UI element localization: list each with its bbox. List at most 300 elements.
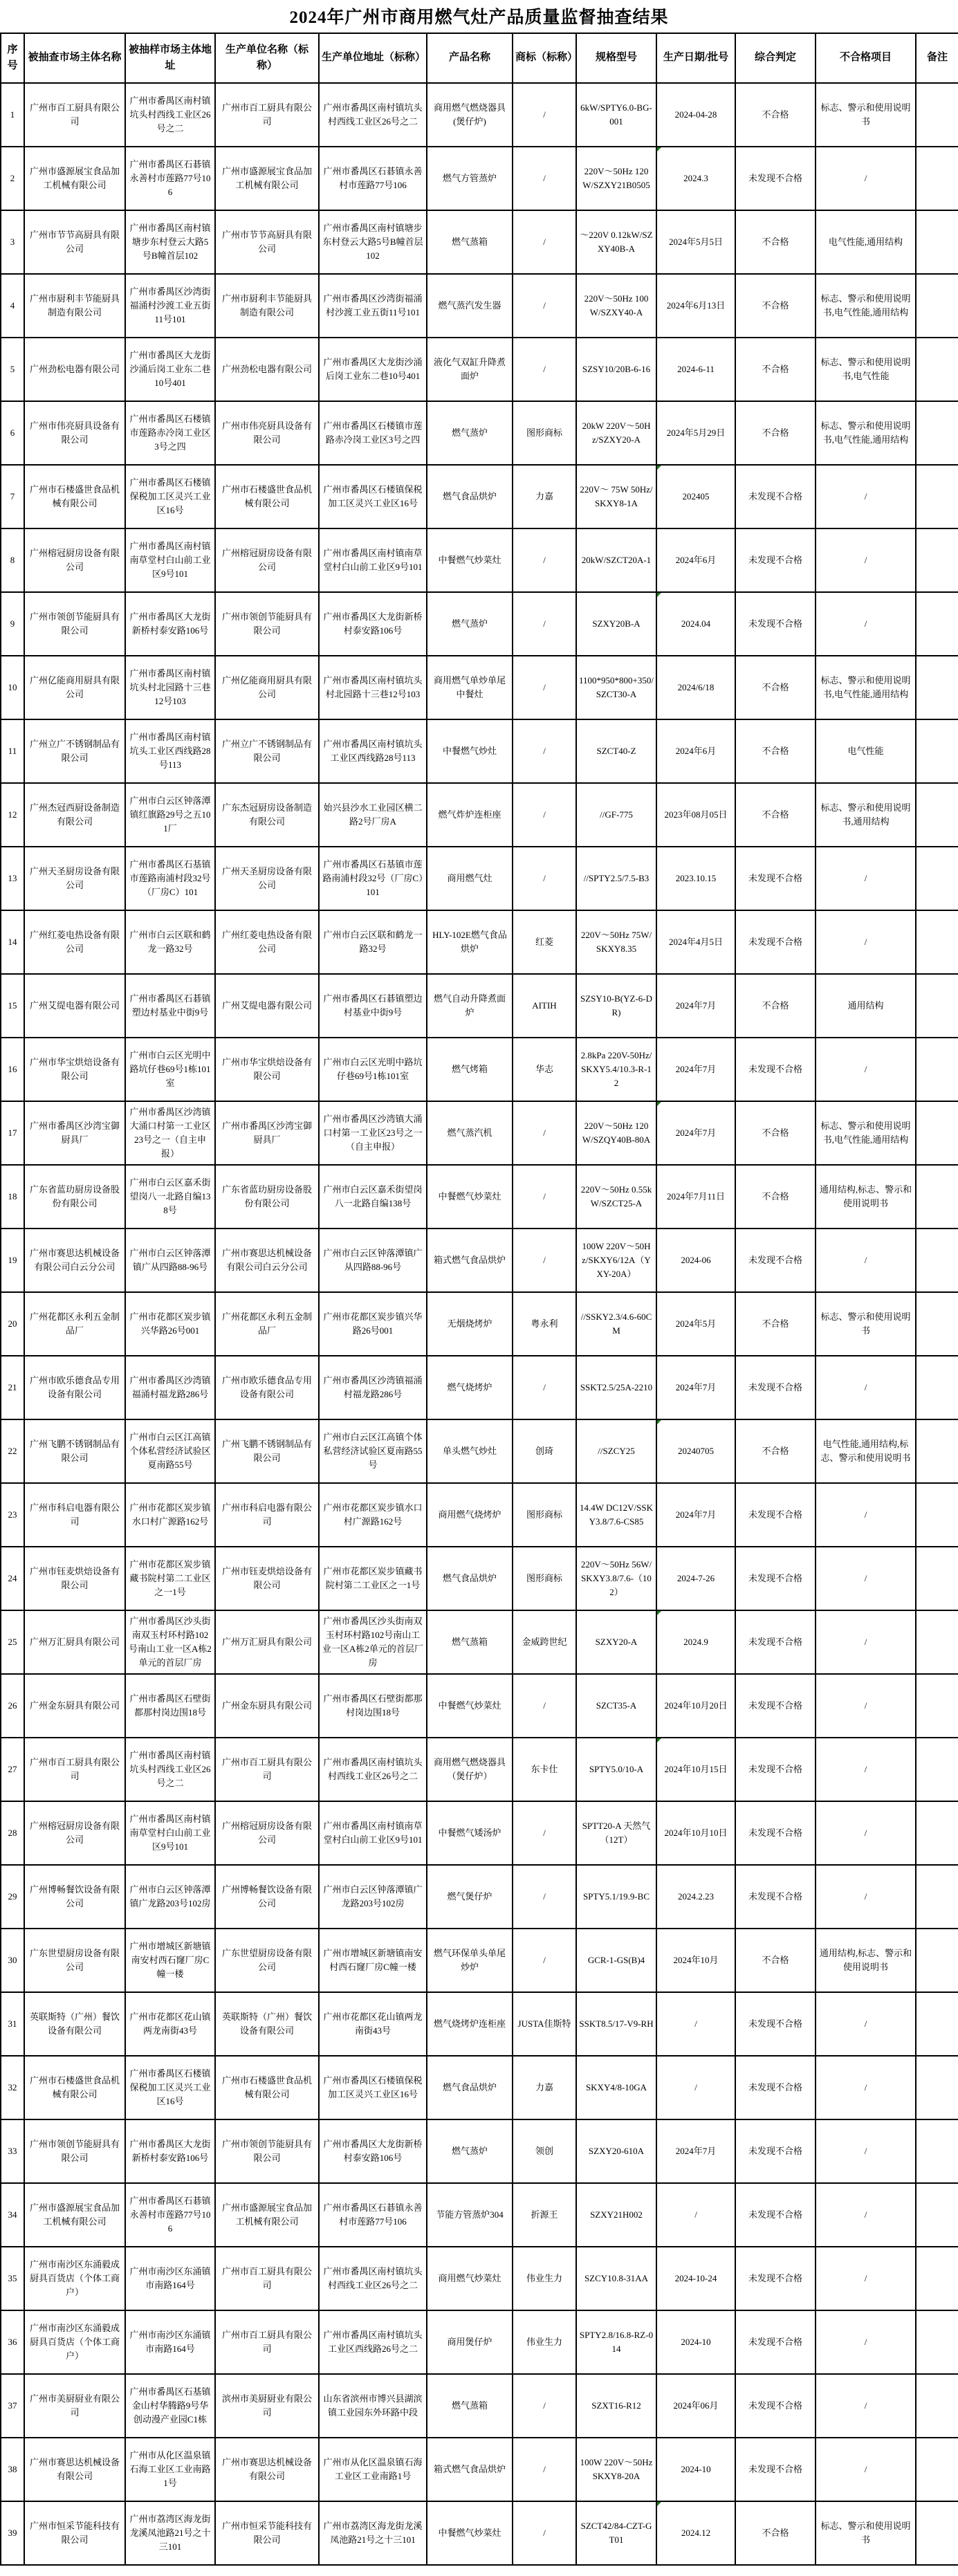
cell: / (513, 147, 576, 210)
cell: 广州市花都区炭步镇水口村广源路162号 (319, 1483, 427, 1547)
cell: 广州艾缇电器有限公司 (24, 974, 125, 1038)
cell: / (816, 1610, 916, 1674)
cell: SZXY20-A (576, 1610, 656, 1674)
cell: 广州市欧乐德食品专用设备有限公司 (24, 1356, 125, 1419)
table-row (1, 1929, 958, 1992)
cell: / (513, 1801, 576, 1865)
cell (916, 1483, 958, 1547)
cell (916, 1674, 958, 1738)
cell: 220V～50Hz 120W/SZQY40B-80A (576, 1101, 656, 1165)
cell: 37 (1, 2374, 24, 2438)
cell: 未发现不合格 (735, 1738, 816, 1801)
cell: 2024年10月20日 (656, 1674, 735, 1738)
cell: 17 (1, 1101, 24, 1165)
cell: SZCT42/84-CZT-GT01 (576, 2501, 656, 2565)
column-header: 商标（标称） (513, 33, 576, 83)
cell: / (816, 592, 916, 656)
cell: 华志 (513, 1038, 576, 1101)
cell: 广州万汇厨具有限公司 (24, 1610, 125, 1674)
cell: SPTY5.0/10-A (576, 1738, 656, 1801)
cell: 广州市伟亮厨具设备有限公司 (215, 401, 319, 465)
cell: / (513, 1165, 576, 1229)
cell: 广州市番禺区南村镇南草堂村白山前工业区9号101 (125, 528, 215, 592)
column-header: 综合判定 (735, 33, 816, 83)
cell: 折源王 (513, 2183, 576, 2247)
cell: 燃气食品烘炉 (427, 1547, 513, 1610)
cell (916, 2374, 958, 2438)
cell: 广州市番禺区石壁街都那村岗边围18号 (125, 1674, 215, 1738)
cell: 箱式燃气食品烘炉 (427, 2438, 513, 2501)
table-row (1, 1610, 958, 1674)
cell: 不合格 (735, 2501, 816, 2565)
cell (916, 274, 958, 338)
cell: 广州市番禺区沙湾镇福涌村福龙路286号 (125, 1356, 215, 1419)
cell: / (816, 147, 916, 210)
cell: 2024年5月 (656, 1292, 735, 1356)
cell (916, 1929, 958, 1992)
cell: 商用燃气炒菜灶 (427, 2247, 513, 2310)
cell: 不合格 (735, 1292, 816, 1356)
table-row (1, 592, 958, 656)
cell: 广州市白云区江高镇个体私营经济试验区夏南路55号 (319, 1419, 427, 1483)
cell: 广州市番禺区石碁镇永善村市莲路77号106 (319, 2183, 427, 2247)
cell: 23 (1, 1483, 24, 1547)
inspection-results-table (0, 33, 958, 2566)
cell: 39 (1, 2501, 24, 2565)
cell: 广州劲松电器有限公司 (215, 338, 319, 401)
cell: 广州市花都区炭步镇藏书院村第二工业区之一1号 (319, 1547, 427, 1610)
cell: 35 (1, 2247, 24, 2310)
cell: 广州榕冠厨房设备有限公司 (24, 1801, 125, 1865)
cell: / (816, 528, 916, 592)
cell: 31 (1, 1992, 24, 2056)
cell (916, 1801, 958, 1865)
cell: 不合格 (735, 83, 816, 147)
cell: 2024年10月 (656, 1929, 735, 1992)
table-row (1, 83, 958, 147)
cell: 广州市番禺区南村镇坑头村西线工业区26号之二 (125, 83, 215, 147)
cell: 广州市番禺区大龙街新桥村泰安路106号 (319, 2119, 427, 2183)
cell: 29 (1, 1865, 24, 1929)
cell: 广州市白云区联和鹤龙一路32号 (319, 910, 427, 974)
cell: 广州市花都区炭步镇兴华路26号001 (125, 1292, 215, 1356)
table-row (1, 1101, 958, 1165)
cell: 广州市领创节能厨具有限公司 (215, 2119, 319, 2183)
cell (916, 83, 958, 147)
cell: 2024-7-26 (656, 1547, 735, 1610)
cell: 2024-06 (656, 1229, 735, 1292)
cell: 广州市盛源展宝食品加工机械有限公司 (215, 2183, 319, 2247)
cell: 未发现不合格 (735, 2310, 816, 2374)
cell: 广东世望厨房设备有限公司 (24, 1929, 125, 1992)
cell: / (816, 2183, 916, 2247)
cell: / (816, 847, 916, 910)
cell: 220V～50Hz 0.55kW/SZCT25-A (576, 1165, 656, 1229)
cell: / (513, 783, 576, 847)
cell: //SSKY2.3/4.6-60CM (576, 1292, 656, 1356)
cell: / (513, 1674, 576, 1738)
cell: 未发现不合格 (735, 910, 816, 974)
cell: 英联斯特（广州）餐饮设备有限公司 (215, 1992, 319, 2056)
cell: 未发现不合格 (735, 1038, 816, 1101)
cell: 广州市赛思达机械设备有限公司白云分公司 (24, 1229, 125, 1292)
cell: 2024.9 (656, 1610, 735, 1674)
cell: 广州市白云区光明中路坑仔巷69号1栋101室 (125, 1038, 215, 1101)
cell: 广州市番禺区石楼镇市莲路赤冷岗工业区3号之四 (125, 401, 215, 465)
cell: 广州市科启电器有限公司 (24, 1483, 125, 1547)
cell: 28 (1, 1801, 24, 1865)
cell: / (816, 1738, 916, 1801)
cell (916, 910, 958, 974)
table-row (1, 974, 958, 1038)
cell: 力嘉 (513, 2056, 576, 2119)
cell: 16 (1, 1038, 24, 1101)
cell: 广州市番禺区大龙街沙涌后岗工业东二巷10号401 (319, 338, 427, 401)
cell: 商用煲仔炉 (427, 2310, 513, 2374)
cell: / (656, 1992, 735, 2056)
cell: SKXY4/8-10GA (576, 2056, 656, 2119)
cell: 燃气蒸炉 (427, 401, 513, 465)
cell: 广州榕冠厨房设备有限公司 (215, 528, 319, 592)
cell: 未发现不合格 (735, 592, 816, 656)
cell: 广州市节节高厨具有限公司 (215, 210, 319, 274)
cell: 广州市伟亮厨具设备有限公司 (24, 401, 125, 465)
cell: 广州市科启电器有限公司 (215, 1483, 319, 1547)
cell: / (816, 2247, 916, 2310)
cell: 2024年6月 (656, 528, 735, 592)
cell (916, 2119, 958, 2183)
cell: 广州市番禺区南村镇塘步东村登云大路5号B幢首层102 (319, 210, 427, 274)
cell (916, 2247, 958, 2310)
cell: / (513, 210, 576, 274)
cell (916, 401, 958, 465)
cell: 7 (1, 465, 24, 528)
cell: 广州市番禺区石楼镇保税加工区灵兴工业区16号 (125, 2056, 215, 2119)
cell: 广州市南沙区东涌毅成厨具百货店（个体工商户） (24, 2310, 125, 2374)
cell: / (816, 1992, 916, 2056)
cell: 英联斯特（广州）餐饮设备有限公司 (24, 1992, 125, 2056)
cell: 广州市番禺区南村镇南草堂村白山前工业区9号101 (125, 1801, 215, 1865)
cell (916, 1547, 958, 1610)
cell (916, 656, 958, 719)
cell: 广州市欧乐德食品专用设备有限公司 (215, 1356, 319, 1419)
cell: 33 (1, 2119, 24, 2183)
column-header: 规格型号 (576, 33, 656, 83)
cell: 广州杰冠西厨设备制造有限公司 (24, 783, 125, 847)
cell: 广州红菱电热设备有限公司 (215, 910, 319, 974)
cell: SPTY5.1/19.9-BC (576, 1865, 656, 1929)
cell: 2024年06月 (656, 2374, 735, 2438)
cell (916, 2438, 958, 2501)
cell: 广州市白云区嘉禾街望岗八一北路自编138号 (125, 1165, 215, 1229)
cell: 箱式燃气食品烘炉 (427, 1229, 513, 1292)
cell: 1100*950*800+350/SZCT30-A (576, 656, 656, 719)
cell: / (816, 465, 916, 528)
cell: //GF-775 (576, 783, 656, 847)
cell: 广州市番禺区沙湾街福涌村沙渡工业五街11号101 (319, 274, 427, 338)
cell: 11 (1, 719, 24, 783)
cell: SZXT16-R12 (576, 2374, 656, 2438)
cell: 燃气蒸箱 (427, 1610, 513, 1674)
cell: 32 (1, 2056, 24, 2119)
cell: 220V～ 75W 50Hz/SKXY8-1A (576, 465, 656, 528)
cell: 广州红菱电热设备有限公司 (24, 910, 125, 974)
cell: 广州市赛思达机械设备有限公司 (24, 2438, 125, 2501)
cell (916, 1229, 958, 1292)
cell: / (816, 2310, 916, 2374)
cell: 未发现不合格 (735, 528, 816, 592)
cell: 未发现不合格 (735, 147, 816, 210)
cell: 20 (1, 1292, 24, 1356)
cell: 燃气方管蒸炉 (427, 147, 513, 210)
cell: 不合格 (735, 274, 816, 338)
cell: / (513, 2374, 576, 2438)
table-row (1, 2119, 958, 2183)
cell: 不合格 (735, 401, 816, 465)
cell: 燃气蒸炉 (427, 592, 513, 656)
cell: 广州市恒采节能科技有限公司 (24, 2501, 125, 2565)
cell: 广州市番禺区沙湾镇大涌口村第一工业区23号之一（自主申报） (319, 1101, 427, 1165)
cell: 广州市钰麦烘焙设备有限公司 (24, 1547, 125, 1610)
cell: / (513, 592, 576, 656)
cell (916, 1165, 958, 1229)
table-row (1, 1865, 958, 1929)
cell: 广州市厨利丰节能厨具制造有限公司 (24, 274, 125, 338)
table-row (1, 1356, 958, 1419)
cell: 广州市百工厨具有限公司 (215, 2310, 319, 2374)
column-header: 不合格项目 (816, 33, 916, 83)
cell: 未发现不合格 (735, 1674, 816, 1738)
table-row (1, 1801, 958, 1865)
cell: / (816, 1356, 916, 1419)
cell: 广州市白云区联和鹤龙一路32号 (125, 910, 215, 974)
cell: SPTY2.8/16.8-RZ-014 (576, 2310, 656, 2374)
cell: 2024年4月5日 (656, 910, 735, 974)
table-row (1, 1483, 958, 1547)
cell: 广州飞鹏不锈钢制品有限公司 (24, 1419, 125, 1483)
cell (916, 528, 958, 592)
cell: 不合格 (735, 1165, 816, 1229)
cell: 标志、警示和使用说明书,电气性能,通用结构 (816, 656, 916, 719)
cell: 燃气蒸汽发生器 (427, 274, 513, 338)
cell: 燃气蒸汽机 (427, 1101, 513, 1165)
cell: 广州市番禺区南村镇坑头村西线工业区26号之二 (125, 1738, 215, 1801)
cell: 广州市番禺区石楼镇保税加工区灵兴工业区16号 (319, 2056, 427, 2119)
cell: 广州市恒采节能科技有限公司 (215, 2501, 319, 2565)
cell: 标志、警示和使用说明书,电气性能 (816, 338, 916, 401)
cell: 广州市白云区钟落潭镇广龙路203号102房 (125, 1865, 215, 1929)
cell: 广州市赛思达机械设备有限公司 (215, 2438, 319, 2501)
cell: 燃气环保单头单尾炒炉 (427, 1929, 513, 1992)
cell: 广州市盛源展宝食品加工机械有限公司 (24, 147, 125, 210)
cell: 广州博畅餐饮设备有限公司 (24, 1865, 125, 1929)
cell: 1 (1, 83, 24, 147)
table-header (1, 33, 958, 83)
cell: 广州市南沙区东涌毅成厨具百货店（个体工商户） (24, 2247, 125, 2310)
table-row (1, 401, 958, 465)
cell (916, 338, 958, 401)
cell: 广州市番禺区南村镇坑头村西线工业区26号之二 (319, 2247, 427, 2310)
cell: 滨州市美厨厨业有限公司 (215, 2374, 319, 2438)
cell: SZCT35-A (576, 1674, 656, 1738)
cell: / (816, 2056, 916, 2119)
page-title: 2024年广州市商用燃气灶产品质量监督抽查结果 (289, 8, 669, 27)
cell: 20kW 220V～50Hz/SZXY20-A (576, 401, 656, 465)
cell: 广州市荔湾区海龙街龙溪凤池路21号之十三101 (319, 2501, 427, 2565)
cell: 未发现不合格 (735, 2056, 816, 2119)
cell: 220V～50Hz 75W/SKXY8.35 (576, 910, 656, 974)
cell: / (513, 719, 576, 783)
column-header: 产品名称 (427, 33, 513, 83)
cell: 不合格 (735, 719, 816, 783)
cell: 22 (1, 1419, 24, 1483)
cell: 220V～50Hz 56W/SKXY3.8/7.6-（102） (576, 1547, 656, 1610)
cell: 2024年7月 (656, 1101, 735, 1165)
column-header: 生产日期/批号 (656, 33, 735, 83)
cell: 广州飞鹏不锈钢制品有限公司 (215, 1419, 319, 1483)
cell: 广州市石楼盛世食品机械有限公司 (24, 465, 125, 528)
cell: 广州市从化区温泉镇石海工业区工业南路1号 (125, 2438, 215, 2501)
cell: 2 (1, 147, 24, 210)
cell (916, 1738, 958, 1801)
cell: 未发现不合格 (735, 1865, 816, 1929)
cell: 广州市番禺区南村镇坑头村西线工业区26号之二 (319, 83, 427, 147)
cell: 广州市番禺区南村镇南草堂村白山前工业区9号101 (319, 1801, 427, 1865)
cell: 创琦 (513, 1419, 576, 1483)
cell: / (816, 910, 916, 974)
cell: SZCY10.8-31AA (576, 2247, 656, 2310)
cell: / (513, 528, 576, 592)
cell: 图形商标 (513, 401, 576, 465)
cell: 广州市白云区钟落潭镇广从四路88-96号 (319, 1229, 427, 1292)
table-row (1, 465, 958, 528)
cell (916, 2501, 958, 2565)
cell: 2024.04 (656, 592, 735, 656)
table-row (1, 2247, 958, 2310)
cell: 5 (1, 338, 24, 401)
cell: 2024.12 (656, 2501, 735, 2565)
cell: 广州市华宝烘焙设备有限公司 (24, 1038, 125, 1101)
cell: 燃气烧烤炉 (427, 1356, 513, 1419)
cell: 广州市赛思达机械设备有限公司白云分公司 (215, 1229, 319, 1292)
table-row (1, 1547, 958, 1610)
cell: 6kW/SPTY6.0-BG-001 (576, 83, 656, 147)
cell: 38 (1, 2438, 24, 2501)
column-header: 序号 (1, 33, 24, 83)
cell: SSKT2.5/25A-2210 (576, 1356, 656, 1419)
cell: GCR-1-GS(B)4 (576, 1929, 656, 1992)
table-row (1, 1229, 958, 1292)
cell: 标志、警示和使用说明书 (816, 1292, 916, 1356)
cell: 节能方管蒸炉304 (427, 2183, 513, 2247)
cell: 19 (1, 1229, 24, 1292)
cell: 广州市领创节能厨具有限公司 (24, 592, 125, 656)
cell: 2.8kPa 220V-50Hz/SKXY5.4/10.3-R-12 (576, 1038, 656, 1101)
cell: 广州市石楼盛世食品机械有限公司 (215, 2056, 319, 2119)
cell: 标志、警示和使用说明书,电气性能,通用结构 (816, 274, 916, 338)
cell: 广州市白云区钟落潭镇红旗路29号之五101厂 (125, 783, 215, 847)
cell: 2023.10.15 (656, 847, 735, 910)
table-row (1, 910, 958, 974)
column-header: 被抽样市场主体地址 (125, 33, 215, 83)
cell: 未发现不合格 (735, 1992, 816, 2056)
cell: / (656, 2183, 735, 2247)
cell: 21 (1, 1356, 24, 1419)
column-header: 被抽查市场主体名称 (24, 33, 125, 83)
cell: 广州市节节高厨具有限公司 (24, 210, 125, 274)
cell: 广州市南沙区东涌镇市南路164号 (125, 2247, 215, 2310)
cell: 液化气双缸升降煮面炉 (427, 338, 513, 401)
cell: 广州市白云区光明中路坑仔巷69号1栋101室 (319, 1038, 427, 1101)
cell: 广州市白云区嘉禾街望岗八一北路自编138号 (319, 1165, 427, 1229)
cell: 广州市白云区钟落潭镇广龙路203号102房 (319, 1865, 427, 1929)
cell: AITIH (513, 974, 576, 1038)
cell: / (513, 1101, 576, 1165)
cell: 未发现不合格 (735, 2247, 816, 2310)
cell: 2024年6月13日 (656, 274, 735, 338)
cell: / (816, 1801, 916, 1865)
cell: 燃气烤箱 (427, 1038, 513, 1101)
cell: 图形商标 (513, 1483, 576, 1547)
table-row (1, 210, 958, 274)
cell: 25 (1, 1610, 24, 1674)
cell: 2024-6-11 (656, 338, 735, 401)
cell: 广州亿能商用厨具有限公司 (24, 656, 125, 719)
cell: 34 (1, 2183, 24, 2247)
cell: 广州市百工厨具有限公司 (215, 83, 319, 147)
cell: 广州市番禺区石碁镇塑边村基业中街9号 (125, 974, 215, 1038)
cell: 中餐燃气炒菜灶 (427, 1165, 513, 1229)
cell: 图形商标 (513, 1547, 576, 1610)
cell: 燃气烧烤炉连柜座 (427, 1992, 513, 2056)
cell: 未发现不合格 (735, 2183, 816, 2247)
cell: 广州市番禺区石碁镇永善村市莲路77号106 (125, 147, 215, 210)
cell: 广州市百工厨具有限公司 (24, 83, 125, 147)
cell: 商用燃气单炒单尾中餐灶 (427, 656, 513, 719)
cell: 36 (1, 2310, 24, 2374)
cell: JUSTA佳斯特 (513, 1992, 576, 2056)
cell: 220V～50Hz 100W/SZXY40-A (576, 274, 656, 338)
cell (916, 592, 958, 656)
cell: 2024-04-28 (656, 83, 735, 147)
cell: 广州市番禺区大龙街新桥村泰安路106号 (319, 592, 427, 656)
cell: 金威跨世纪 (513, 1610, 576, 1674)
cell: 广州天圣厨房设备有限公司 (215, 847, 319, 910)
cell: 广州市番禺区沙头街南双玉村环村路102号南山工业一区A栋2单元的首层厂房 (319, 1610, 427, 1674)
cell: 东卡仕 (513, 1738, 576, 1801)
cell: 燃气食品烘炉 (427, 2056, 513, 2119)
table-body (1, 83, 958, 2565)
cell: / (513, 1229, 576, 1292)
table-row (1, 274, 958, 338)
table-row (1, 1738, 958, 1801)
cell: 2024.3 (656, 147, 735, 210)
cell: 广州市番禺区南村镇坑头村西线工业区26号之二 (319, 1738, 427, 1801)
cell: 14.4W DC12V/SSKY3.8/7.6-CS85 (576, 1483, 656, 1547)
cell: 2024年7月11日 (656, 1165, 735, 1229)
cell: 燃气蒸炉 (427, 2119, 513, 2183)
cell: 广州市厨利丰节能厨具制造有限公司 (215, 274, 319, 338)
cell: 广州市番禺区南村镇坑头工业区西线路26号之二 (319, 2310, 427, 2374)
cell (916, 147, 958, 210)
column-header: 生产单位名称（标称） (215, 33, 319, 83)
cell (916, 1038, 958, 1101)
cell: 2024年6月 (656, 719, 735, 783)
cell: / (513, 2438, 576, 2501)
cell: 2024年7月 (656, 974, 735, 1038)
table-row (1, 2501, 958, 2565)
cell: 26 (1, 1674, 24, 1738)
